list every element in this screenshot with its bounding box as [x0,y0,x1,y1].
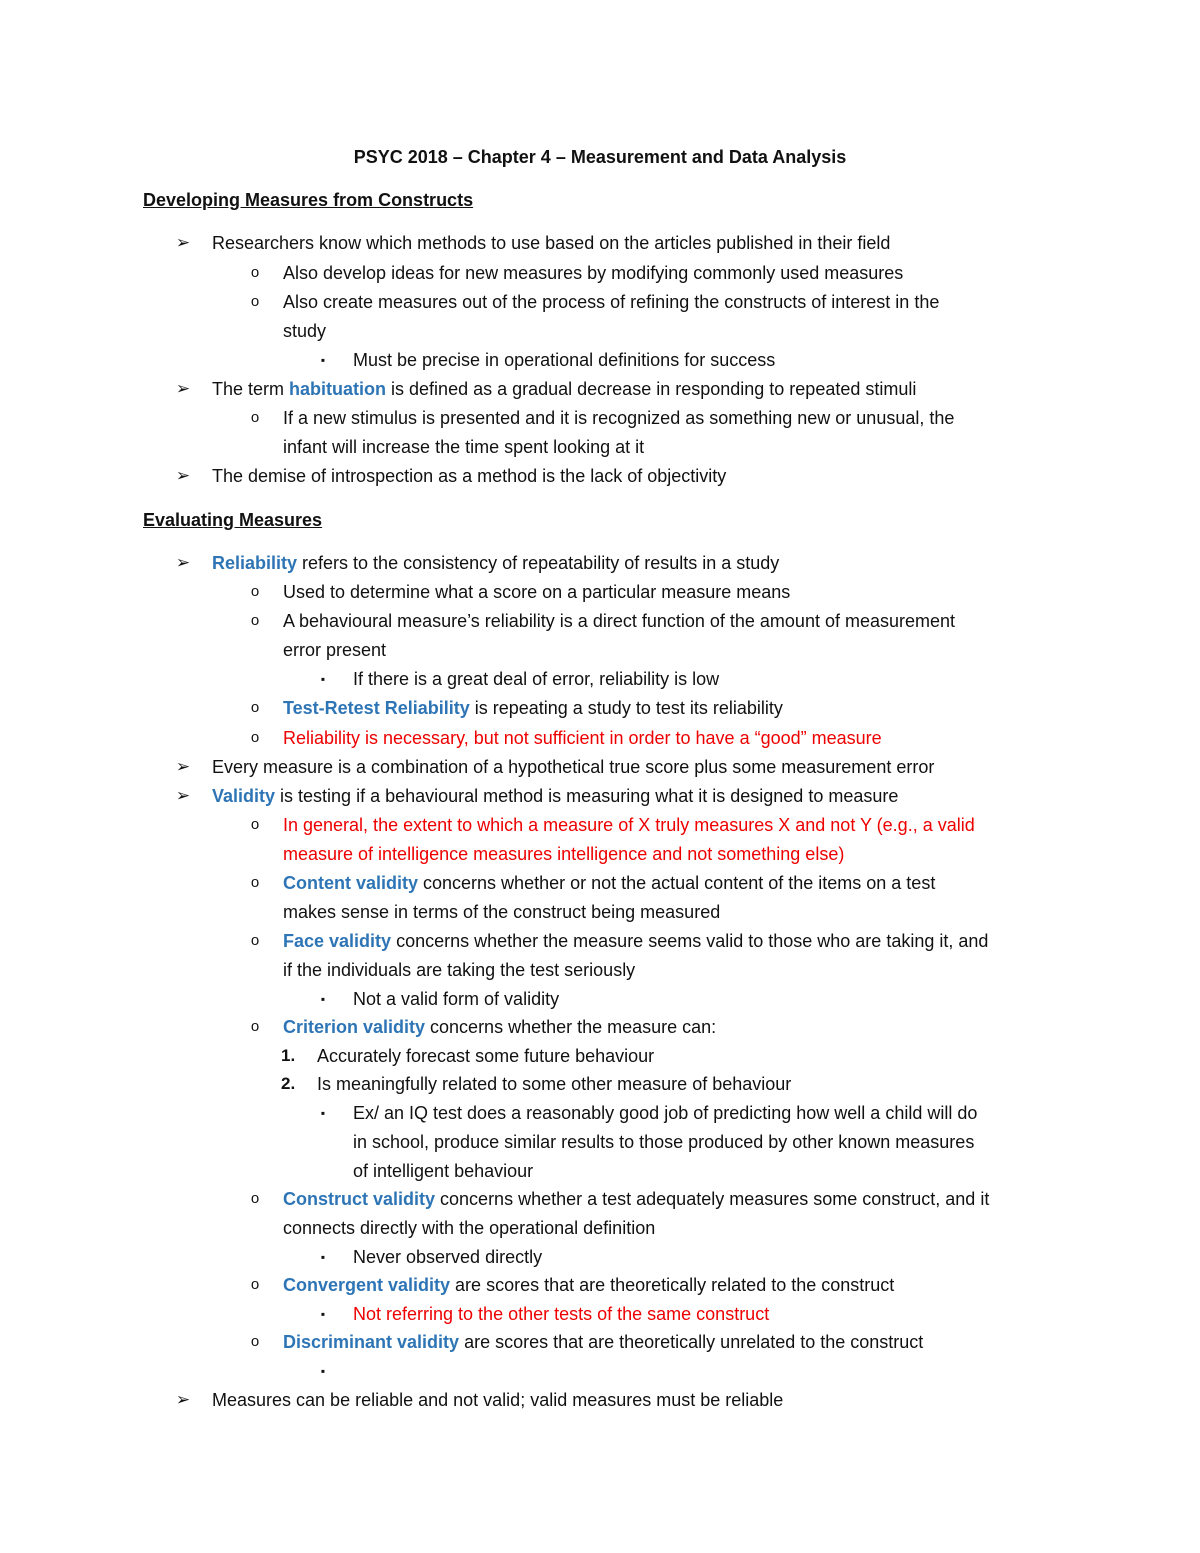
list-item-continuation: infant will increase the time spent looking at it [283,437,645,457]
list-item: Also create measures out of the process of refining the constructs of interest in the [283,292,940,312]
circle-bullet-icon: o [250,612,260,629]
list-item-continuation: error present [283,640,387,660]
circle-bullet-icon: o [250,409,260,426]
circle-bullet-icon: o [250,1018,260,1035]
list-item: Validity is testing if a behavioural method is measuring what it is designed to measure [212,786,899,806]
arrow-bullet-icon: ➢ [175,553,191,572]
arrow-bullet-icon: ➢ [175,786,191,805]
key-term: Test-Retest Reliability [283,698,470,718]
arrow-bullet-icon: ➢ [175,466,191,485]
highlighted-note: Reliability is necessary, but not sufficient in order to have a “good” measure [283,728,882,748]
list-item: Ex/ an IQ test does a reasonably good job of predicting how well a child will do [353,1103,978,1123]
list-item: Test-Retest Reliability is repeating a study to test its reliability [283,698,783,718]
square-bullet-icon: ▪ [320,1307,326,1321]
square-bullet-icon: ▪ [320,353,326,367]
list-item: Never observed directly [353,1247,543,1267]
list-item: Measures can be reliable and not valid; valid measures must be reliable [212,1390,784,1410]
list-item: A behavioural measure’s reliability is a direct function of the amount of measurement [283,611,956,631]
circle-bullet-icon: o [250,874,260,891]
square-bullet-icon: ▪ [320,672,326,686]
section-heading-developing-measures: Developing Measures from Constructs [143,190,474,210]
list-item: Criterion validity concerns whether the measure can: [283,1017,717,1037]
list-item-continuation: in school, produce similar results to those produced by other known measures [353,1132,975,1152]
square-bullet-icon: ▪ [320,1106,326,1120]
highlighted-note-continuation: measure of intelligence measures intelligence and not something else) [283,844,845,864]
arrow-bullet-icon: ➢ [175,757,191,776]
square-bullet-icon: ▪ [320,1250,326,1264]
key-term: Content validity [283,873,419,893]
list-item-continuation: study [283,321,327,341]
arrow-bullet-icon: ➢ [175,233,191,252]
key-term: Discriminant validity [283,1332,460,1352]
key-term: Validity [212,786,276,806]
circle-bullet-icon: o [250,1276,260,1293]
section-heading-evaluating-measures: Evaluating Measures [143,510,323,530]
key-term: habituation [289,379,387,399]
arrow-bullet-icon: ➢ [175,1390,191,1409]
circle-bullet-icon: o [250,932,260,949]
list-item: Face validity concerns whether the measure seems valid to those who are taking it, and [283,931,989,951]
list-item: Must be precise in operational definitions for success [353,350,776,370]
list-item: Not a valid form of validity [353,989,560,1009]
circle-bullet-icon: o [250,1190,260,1207]
numbered-item: Accurately forecast some future behaviour [317,1046,655,1066]
list-item: Discriminant validity are scores that are theoretically unrelated to the construct [283,1332,924,1352]
list-number: 2. [281,1074,296,1093]
list-item: If there is a great deal of error, reliability is low [353,669,720,689]
highlighted-note: In general, the extent to which a measure of X truly measures X and not Y (e.g., a valid [283,815,975,835]
circle-bullet-icon: o [250,293,260,310]
numbered-item: Is meaningfully related to some other measure of behaviour [317,1074,792,1094]
key-term: Construct validity [283,1189,436,1209]
list-item: The term habituation is defined as a gradual decrease in responding to repeated stimuli [212,379,917,399]
circle-bullet-icon: o [250,816,260,833]
key-term: Reliability [212,553,298,573]
list-item-continuation: makes sense in terms of the construct being measured [283,902,721,922]
list-item-continuation: connects directly with the operational definition [283,1218,656,1238]
list-item: Every measure is a combination of a hypothetical true score plus some measurement error [212,757,935,777]
circle-bullet-icon: o [250,699,260,716]
circle-bullet-icon: o [250,264,260,281]
list-number: 1. [281,1046,296,1065]
key-term: Face validity [283,931,392,951]
circle-bullet-icon: o [250,583,260,600]
list-item: Reliability refers to the consistency of repeatability of results in a study [212,553,780,573]
list-item: Construct validity concerns whether a test adequately measures some construct, and it [283,1189,990,1209]
key-term: Criterion validity [283,1017,426,1037]
list-item: If a new stimulus is presented and it is recognized as something new or unusual, the [283,408,955,428]
circle-bullet-icon: o [250,1333,260,1350]
list-item: The demise of introspection as a method is the lack of objectivity [212,466,727,486]
document-title: PSYC 2018 – Chapter 4 – Measurement and Data Analysis [353,147,847,167]
highlighted-note: Not referring to the other tests of the same construct [353,1304,770,1324]
list-item: Convergent validity are scores that are theoretically related to the construct [283,1275,895,1295]
list-item-continuation: if the individuals are taking the test seriously [283,960,636,980]
square-bullet-icon: ▪ [320,1364,326,1378]
list-item: Content validity concerns whether or not the actual content of the items on a test [283,873,936,893]
key-term: Convergent validity [283,1275,451,1295]
circle-bullet-icon: o [250,729,260,746]
list-item: Also develop ideas for new measures by modifying commonly used measures [283,263,904,283]
square-bullet-icon: ▪ [320,992,326,1006]
list-item: Used to determine what a score on a particular measure means [283,582,791,602]
list-item: Researchers know which methods to use based on the articles published in their field [212,233,891,253]
arrow-bullet-icon: ➢ [175,379,191,398]
list-item-continuation: of intelligent behaviour [353,1161,534,1181]
